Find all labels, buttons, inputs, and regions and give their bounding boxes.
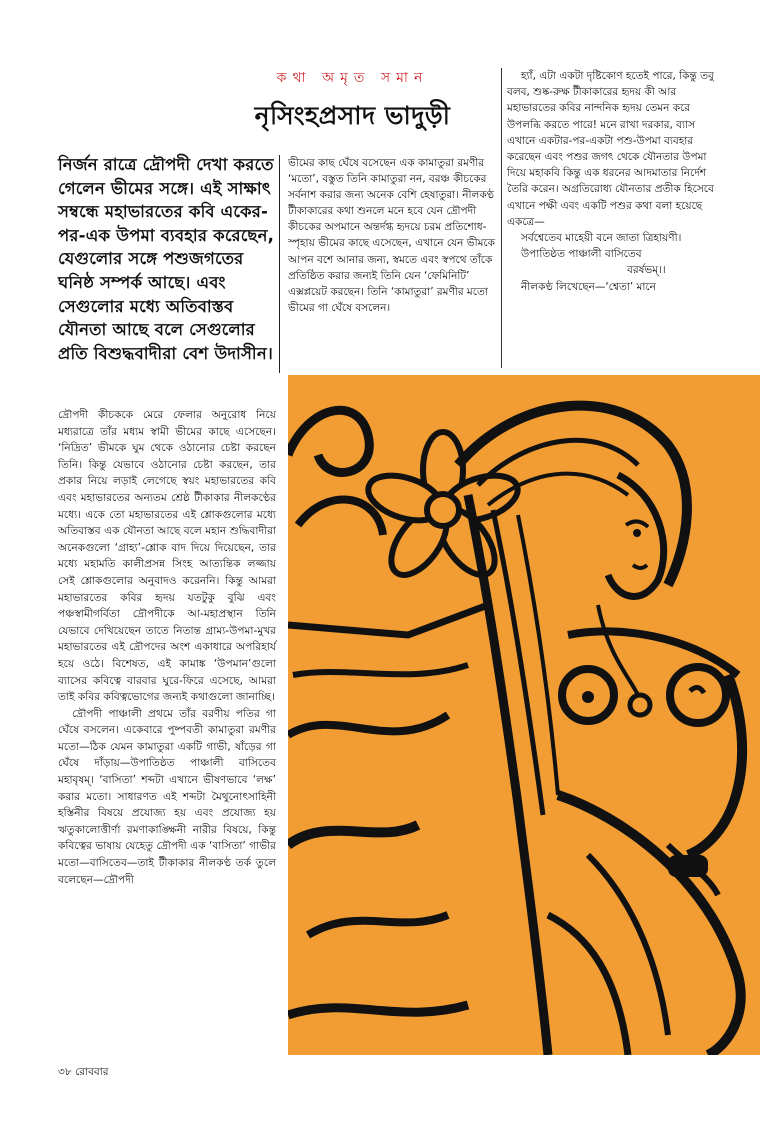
middle-column	[288, 155, 498, 316]
verse-line: বরর্ষভম্।।	[627, 264, 666, 277]
page-number: ৩৮	[58, 1066, 72, 1078]
magazine-name: রোববার	[74, 1066, 109, 1078]
middle-paragraph: ভীমের কাছ ঘেঁষে বসেছেন এক কামাতুরা রমণীর ‘মতো’, বস্তুত তিনি কামাতুরা নন, বরঞ্চ কীচকের সর্বনাশ করার জন্য অনেক বেশি হেষাতুরা। নীলকণ্ঠ টীকাকারের কথা শুনলে মনে হবে যেন দ্রৌপদী কীচকের অপমানে অন্তর্দগ্ধ হৃদয়ে চরম প্রতিশোধ-স্পৃহায় ভীমের কাছে এসেছেন, এখানে যেন ভীমকে আপন বশে আনার জন্য, স্বমতে এবং স্বপথে তাঁকে প্রতিষ্ঠিত করার জন্যই তিনি যেন ‘ফেমিনিটি’ এক্সপ্লয়েট করছেন। তিনি ‘কামাতুরা’ রমণীর মতো ভীমের গা ঘেঁষে বসলেন।	[288, 157, 495, 314]
illustration	[288, 375, 770, 1055]
body-paragraph: দ্রৌপদী কীচককে মেরে ফেলার অনুরোধ নিয়ে মধ্যরাত্রে তাঁর মধ্যম স্বামী ভীমের কাছে এসেছেন। ‘নিদ্রিত’ ভীমকে ঘুম থেকে ওঠানোর চেষ্টা করছেন তিনি। কিন্তু যেভাবে ওঠানোর চেষ্টা করছেন, তার প্রকার নিয়ে লড়াই লেগেছে স্বয়ং মহাভারতের কবি এবং মহাভারতের অন্যতম শ্রেষ্ঠ টীকাকার নীলকণ্ঠের মধ্যে। একে তো মহাভারতের এই শ্লোকগুলোর মধ্যে অতিবাস্তব এক যৌনতা আছে বলে মহান শুদ্ধিবাদীরা অনেকগুলো ‘গ্রাহ্য’-শ্লোক বাদ দিয়ে দিয়েছেন, তার মধ্যে মহামতি কালীপ্রসন্ন সিংহ আত্যন্তিক লজ্জায় সেই শ্লোকগুলোর অনুবাদও করেননি। কিন্তু আমরা মহাভারতের কবির হৃদয় যতটুকু বুঝি এবং পঞ্চস্বামীগর্বিতা দ্রৌপদীকে আ-মহাপ্রস্থান তিনি যেভাবে দেখিয়েছেন তাতে নিতান্ত গ্রাম্য-উপমা-মুখর মহাভারতের এই দ্রৌপদের অংশ একাধারে অপরিহার্য হয়ে ওঠে। বিশেষত, এই কামাঙ্ক ‘উপমান’গুলো ব্যাসের কবিত্বে বারবার ঘুরে-ফিরে এসেছে, আমরা তাই কবির কবিত্বভোগের জন্যই কথাগুলো জানাচ্ছি।	[58, 409, 276, 704]
right-column	[507, 68, 719, 295]
page-footer	[58, 1065, 109, 1082]
woman-figure-illustration	[288, 375, 770, 1055]
series-title: কথা অমৃত সমান	[276, 70, 429, 86]
body-paragraph: দ্রৌপদী পাঞ্চালী প্রথমে তাঁর বরণীয় পতির গা ঘেঁষে বসলেন। একেবারে পুষ্পবতী কামাতুরা রমণীর মতো—ঠিক যেমন কামাতুরা একটি গাভী, ষাঁড়ের গা ঘেঁষে দাঁড়ায়—উপাতিষ্ঠত পাঞ্চালী বাসিতেব মহাবৃষম্। ‘বাসিতা’ শব্দটা এখানে ভীষণভাবে ‘লক্ষ’ করার মতো। সাধারণত এই শব্দটা মৈথুনোৎসাহিনী হস্তিনীর বিষয়ে প্রযোজ্য হয় এবং প্রযোজ্য হয় ঋতুকালোত্তীর্ণা রমণাকাঙ্ক্ষিনী নারীর বিষয়ে, কিন্তু কবিত্বের ভাষায় যেহেতু দ্রৌপদী এক ‘বাসিতা’ গাভীর মতো—বাসিতেব—তাই টীকাকার নীলকণ্ঠ তর্ক তুলে বলেছেন—দ্রৌপদী	[58, 707, 276, 886]
author-name: নৃসিংহপ্রসাদ ভাদুড়ী	[254, 101, 451, 130]
right-paragraph: হ্যাঁ, এটা একটা দৃষ্টিকোণ হতেই পারে, কিন্তু তবু বলব, শুষ্ক-রুক্ষ টীকাকারের হৃদয় কী আর মহাভারতের কবির নান্দনিক হৃদয় তেমন করে উপলব্ধি করতে পারে! মনে রাখা দরকার, ব্যাস এখানে একটার-পর-একটা পশু-উপমা ব্যবহার করেছেন এবং পশুর জগৎ থেকে যৌনতার উপমা দিয়ে মহাকবি কিন্তু এক ধরনের আদমাতার নির্দেশ তৈরি করেন। অগ্রতিরোধ্য যৌনতার প্রতীক হিসেবে এখানে পক্ষী এবং একটি পশুর কথা বলা হয়েছে একত্রে—	[507, 70, 714, 228]
column-divider	[501, 68, 502, 368]
verse-line: সর্বশ্বেতেব মাহেয়ী বনে জাতা ত্রিহায়ণী।	[521, 232, 682, 245]
body-column	[58, 407, 276, 888]
lead-pullquote: নির্জন রাত্রে দ্রৌপদী দেখা করতে গেলেন ভীমের সঙ্গে। এই সাক্ষাৎ সম্বন্ধে মহাভারতের কবি একের-পর-এক উপমা ব্যবহার করেছেন, যেগুলোর সঙ্গে পশুজগতের ঘনিষ্ঠ সম্পর্ক আছে। এবং সেগুলোর মধ্যে অতিবাস্তব যৌনতা আছে বলে সেগুলোর প্রতি বিশুদ্ধবাদীরা বেশ উদাসীন।	[58, 155, 275, 363]
column-divider	[279, 155, 280, 373]
verse-line: উপাতিষ্ঠত পাঞ্চালী বাসিতেব	[521, 248, 642, 261]
right-closing: নীলকণ্ঠ লিখেছেন—‘শ্বেতা’ মানে	[521, 280, 656, 293]
